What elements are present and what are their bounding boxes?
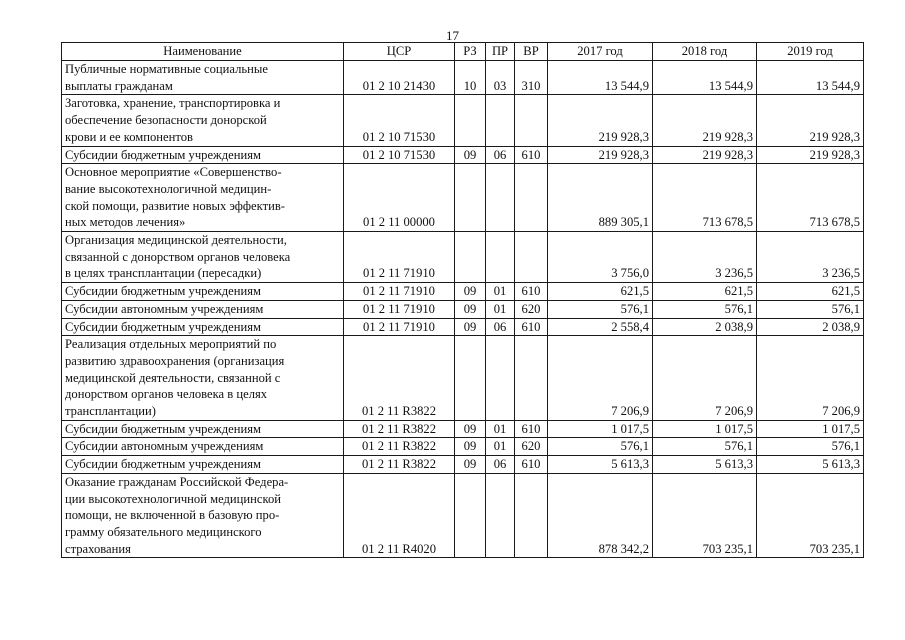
row-value-2017: 1 017,5 [548,420,653,438]
row-rz [455,473,486,558]
header-row [62,43,864,61]
table-row [62,232,864,283]
row-value-2017: 5 613,3 [548,456,653,474]
row-vr: 610 [515,283,548,301]
row-pr: 01 [486,300,515,318]
table-row [62,146,864,164]
row-pr: 01 [486,438,515,456]
row-csr: 01 2 11 00000 [344,164,455,232]
row-rz [455,232,486,283]
row-name: Заготовка, хранение, транспортировка и обеспечение безопасности донорской крови и ее компонентов [62,95,344,146]
row-vr [515,95,548,146]
row-name: Организация медицинской деятельности, связанной с донорством органов человека в целях трансплантации (пересадки) [62,232,344,283]
table-row [62,61,864,95]
row-vr: 610 [515,420,548,438]
row-value-2017: 13 544,9 [548,61,653,95]
row-vr [515,164,548,232]
row-rz: 09 [455,318,486,336]
row-value-2018: 2 038,9 [653,318,757,336]
row-value-2017: 889 305,1 [548,164,653,232]
row-value-2018: 576,1 [653,300,757,318]
row-name: Основное мероприятие «Совершенство- вание высокотехнологичной медицин- ской помощи, развитие новых эффектив- ных методов лечения» [62,164,344,232]
row-value-2018: 3 236,5 [653,232,757,283]
row-value-2019: 1 017,5 [757,420,864,438]
row-value-2017: 219 928,3 [548,95,653,146]
row-value-2019: 7 206,9 [757,336,864,421]
row-value-2018: 713 678,5 [653,164,757,232]
row-name: Субсидии бюджетным учреждениям [62,456,344,474]
row-value-2018: 576,1 [653,438,757,456]
row-name: Субсидии бюджетным учреждениям [62,318,344,336]
row-rz: 09 [455,438,486,456]
row-value-2019: 703 235,1 [757,473,864,558]
row-rz: 09 [455,420,486,438]
row-rz: 09 [455,146,486,164]
header-2018: 2018 год [653,43,757,61]
row-pr: 06 [486,146,515,164]
row-value-2018: 621,5 [653,283,757,301]
row-csr: 01 2 11 71910 [344,232,455,283]
table-row [62,318,864,336]
row-value-2019: 621,5 [757,283,864,301]
row-value-2017: 576,1 [548,438,653,456]
row-rz: 09 [455,283,486,301]
row-value-2017: 576,1 [548,300,653,318]
row-csr: 01 2 11 R3822 [344,420,455,438]
row-name: Субсидии бюджетным учреждениям [62,283,344,301]
row-value-2017: 878 342,2 [548,473,653,558]
table-row [62,95,864,146]
budget-table [61,42,864,558]
row-name: Субсидии бюджетным учреждениям [62,146,344,164]
row-rz [455,336,486,421]
row-vr: 610 [515,456,548,474]
row-pr [486,95,515,146]
row-csr: 01 2 11 R4020 [344,473,455,558]
table-row [62,456,864,474]
row-value-2019: 2 038,9 [757,318,864,336]
row-pr [486,473,515,558]
row-value-2018: 219 928,3 [653,95,757,146]
header-2017: 2017 год [548,43,653,61]
header-name: Наименование [62,43,344,61]
row-name: Оказание гражданам Российской Федера- ции высокотехнологичной медицинской помощи, не включенной в базовую про- грамму обязательного медицинского страхования [62,473,344,558]
row-name: Субсидии автономным учреждениям [62,300,344,318]
header-vr: ВР [515,43,548,61]
row-pr: 01 [486,283,515,301]
header-pr: ПР [486,43,515,61]
row-vr: 310 [515,61,548,95]
row-vr [515,473,548,558]
row-name: Субсидии бюджетным учреждениям [62,420,344,438]
row-rz: 09 [455,456,486,474]
row-vr: 620 [515,438,548,456]
row-value-2017: 7 206,9 [548,336,653,421]
row-value-2019: 576,1 [757,300,864,318]
row-pr: 06 [486,456,515,474]
row-pr: 06 [486,318,515,336]
table-row [62,164,864,232]
row-csr: 01 2 11 71910 [344,283,455,301]
header-csr: ЦСР [344,43,455,61]
row-csr: 01 2 11 R3822 [344,456,455,474]
row-value-2019: 713 678,5 [757,164,864,232]
table-row [62,283,864,301]
row-vr [515,336,548,421]
table-body [62,61,864,558]
row-csr: 01 2 10 71530 [344,146,455,164]
row-value-2018: 5 613,3 [653,456,757,474]
row-value-2017: 2 558,4 [548,318,653,336]
table-row [62,438,864,456]
row-value-2018: 703 235,1 [653,473,757,558]
row-value-2017: 621,5 [548,283,653,301]
row-csr: 01 2 10 21430 [344,61,455,95]
row-name: Публичные нормативные социальные выплаты гражданам [62,61,344,95]
row-csr: 01 2 11 71910 [344,318,455,336]
row-csr: 01 2 11 R3822 [344,336,455,421]
row-value-2019: 5 613,3 [757,456,864,474]
header-rz: РЗ [455,43,486,61]
table-row [62,300,864,318]
row-csr: 01 2 10 71530 [344,95,455,146]
table-row [62,473,864,558]
row-value-2017: 219 928,3 [548,146,653,164]
row-pr: 03 [486,61,515,95]
table-row [62,336,864,421]
row-value-2019: 219 928,3 [757,95,864,146]
row-vr: 610 [515,318,548,336]
row-value-2019: 219 928,3 [757,146,864,164]
page-number: 17 [446,28,459,43]
row-name: Субсидии автономным учреждениям [62,438,344,456]
row-name: Реализация отдельных мероприятий по развитию здравоохранения (организация медицинской деятельности, связанной с донорством органов человека в целях трансплантации) [62,336,344,421]
row-rz [455,164,486,232]
row-rz: 09 [455,300,486,318]
table-row [62,420,864,438]
row-value-2018: 219 928,3 [653,146,757,164]
row-vr: 620 [515,300,548,318]
table-header [62,43,864,61]
row-value-2017: 3 756,0 [548,232,653,283]
row-value-2018: 13 544,9 [653,61,757,95]
row-csr: 01 2 11 R3822 [344,438,455,456]
row-pr [486,232,515,283]
row-vr [515,232,548,283]
row-vr: 610 [515,146,548,164]
row-value-2018: 1 017,5 [653,420,757,438]
row-value-2019: 576,1 [757,438,864,456]
row-csr: 01 2 11 71910 [344,300,455,318]
row-value-2019: 3 236,5 [757,232,864,283]
row-pr: 01 [486,420,515,438]
row-pr [486,336,515,421]
row-value-2018: 7 206,9 [653,336,757,421]
row-pr [486,164,515,232]
row-rz [455,95,486,146]
row-rz: 10 [455,61,486,95]
header-2019: 2019 год [757,43,864,61]
row-value-2019: 13 544,9 [757,61,864,95]
